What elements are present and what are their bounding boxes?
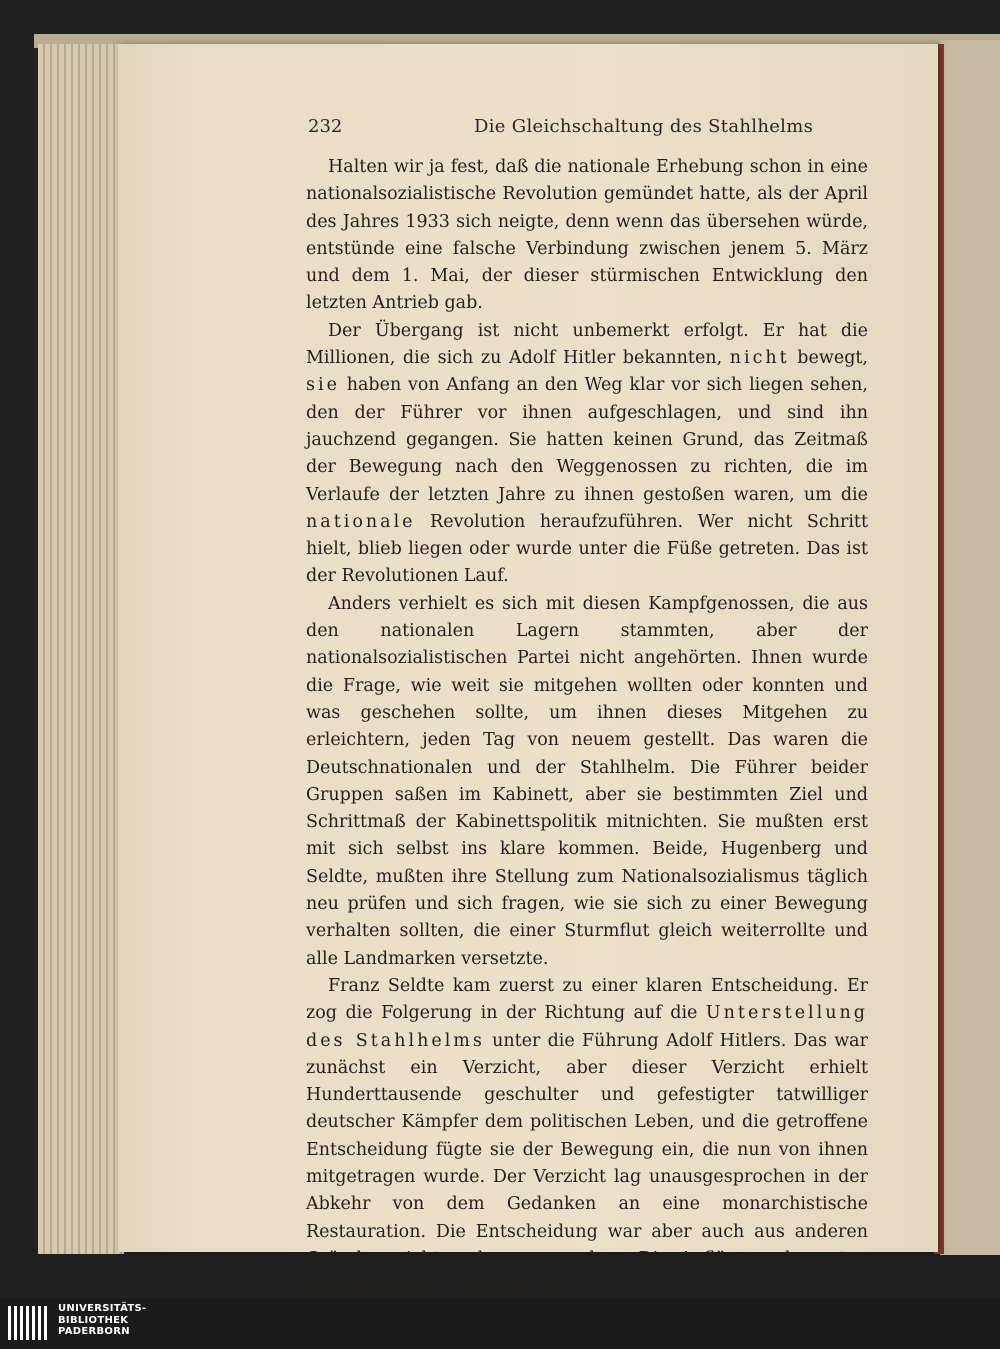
- library-name-line-2: BIBLIOTHEK: [58, 1314, 129, 1326]
- running-head: Die Gleichschaltung des Stahlhelms: [474, 116, 814, 137]
- body-text: [306, 154, 868, 1298]
- paragraph-3: Anders verhielt es sich mit diesen Kampfgenossen, die aus den nationalen Lagern stammten, aber der nationalsozialistischen Partei nicht angehörten. Ihnen wurde die Frage, wie weit sie mitgehen wollten oder konnten und was geschehen sollte, um ihnen dieses Mitgehen zu erleichtern, jeden Tag von neuem gestellt. Das waren die Deutschnationalen und der Stahlhelm. Die Führer beider Gruppen saßen im Kabinett, aber sie bestimmten Ziel und Schrittmaß der Kabinettspolitik mitnichten. Sie mußten erst mit sich selbst ins klare kommen. Beide, Hugenberg und Seldte, mußten ihre Stellung zum Nationalsozialismus täglich neu prüfen und sich fragen, wie sie sich zu einer Bewegung verhalten sollten, die einer Sturmflut gleich weiterrollte und alle Landmarken versetzte.: [306, 593, 868, 969]
- emphasis-nationale: nationale: [306, 511, 416, 532]
- library-name: [58, 1303, 147, 1338]
- page-number: 232: [308, 116, 343, 137]
- emphasis-sie: sie: [306, 375, 340, 396]
- paragraph-2-text-d: Revolution heraufzuführen. Wer nicht Schritt hielt, blieb liegen oder wurde unter die Füße getreten. Das ist der Revolutionen Lauf.: [306, 511, 868, 587]
- emphasis-nicht: nicht: [729, 348, 790, 369]
- book-page: [118, 44, 938, 1297]
- paragraph-1: Halten wir ja fest, daß die nationale Erhebung schon in eine nationalsozialistische Revolution gemündet hatte, als der April des Jahres 1933 sich neigte, denn wenn das übersehen würde, entstünde eine falsche Verbindung zwischen jenem 5. März und dem 1. Mai, der dieser stürmischen Entwicklung den letzten Antrieb gab.: [306, 157, 868, 314]
- paragraph-2-text-c: haben von Anfang an den Weg klar vor sich liegen sehen, den der Führer vor ihnen aufgeschlagen, und sind ihn jauchzend gegangen. Sie hatten keinen Grund, das Zeitmaß der Bewegung nach den Weggenossen zu richten, die im Verlaufe der letzten Jahre zu ihnen gestoßen waren, um die: [306, 375, 868, 505]
- emphasis-unterstellung: Unterstellung des Stahlhelms: [306, 1003, 868, 1051]
- paragraph-2: [306, 318, 868, 591]
- library-name-line-3: PADERBORN: [58, 1326, 130, 1337]
- library-name-line-1: UNIVERSITÄTS-: [58, 1303, 147, 1314]
- page-stack-edges: [38, 44, 124, 1254]
- library-logo-icon: [8, 1306, 50, 1340]
- paragraph-2-text-b: bewegt,: [789, 348, 868, 369]
- paragraph-4: [306, 973, 868, 1298]
- library-footer: [0, 1298, 1000, 1349]
- paragraph-4-text-a: Franz Seldte kam zuerst zu einer klaren Entscheidung. Er zog die Folgerung in der Richtung auf die: [306, 975, 868, 1024]
- paragraph-2-text-a: Der Übergang ist nicht unbemerkt erfolgt. Er hat die Millionen, die sich zu Adolf Hitler bekannten,: [306, 320, 868, 369]
- paragraph-4-text-b: unter die Führung Adolf Hitlers. Das war zunächst ein Verzicht, aber dieser Verzicht erhielt Hunderttausende geschulter und gefestigter tatwilliger deutscher Kämpfer dem politischen Leben, und die getroffene Entscheidung fügte sie der Bewegung ein, die nun von ihnen mitgetragen wurde. Der Verzicht lag unausgesprochen in der Abkehr von dem Gedanken an eine monarchistische Restauration. Die Entscheidung war aber auch aus anderen Gründen nicht mehr zu umgehen. Die Auflösung der roten Verbände hatte Tausende von: [306, 1030, 868, 1297]
- book-cover-right: [940, 40, 1000, 1255]
